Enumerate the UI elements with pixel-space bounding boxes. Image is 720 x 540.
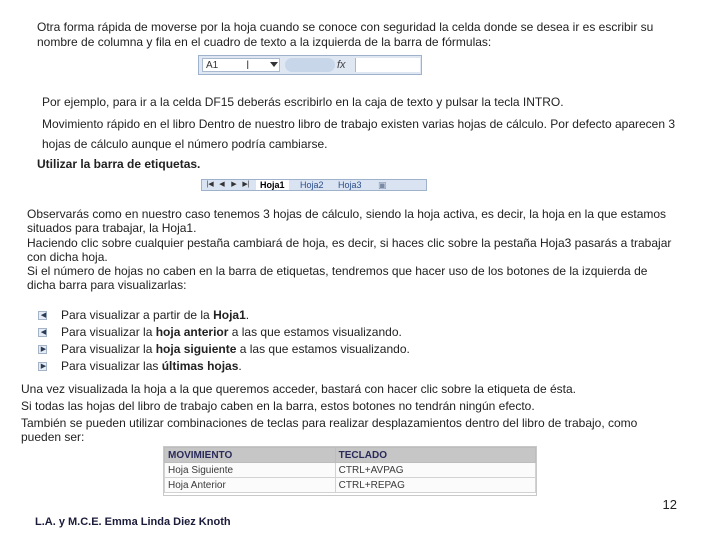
observe-line-2: situados para trabajar, la Hoja1. xyxy=(27,221,197,235)
table-row xyxy=(165,463,536,478)
first-sheet-nav-icon: |◀ xyxy=(206,181,214,188)
next-sheet-icon: ▶ xyxy=(38,345,47,354)
closing-line-2: Si todas las hojas del libro de trabajo caben en la barra, estos botones no tendrán ningún efecto. xyxy=(21,399,535,413)
intro-line-1: Otra forma rápida de moverse por la hoja cuando se conoce con seguridad la celda donde se desea ir es escribir su xyxy=(37,20,654,34)
sheets-paragraph-line-2: hojas de cálculo aunque el número podría cambiarse. xyxy=(42,137,328,151)
tab-hoja1: Hoja1 xyxy=(256,180,289,190)
keyboard-shortcuts-table xyxy=(163,446,537,496)
observe-line-5: Si el número de hojas no caben en la barra de etiquetas, tendremos que hacer uso de los botones de la izquierda de xyxy=(27,264,648,278)
first-sheet-icon: ◀ xyxy=(38,311,47,320)
closing-line-1: Una vez visualizada la hoja a la que queremos acceder, bastará con hacer clic sobre la etiqueta de ésta. xyxy=(21,382,576,396)
table-cell: Hoja Anterior xyxy=(165,478,336,493)
previous-sheet-nav-icon: ◀ xyxy=(219,181,225,188)
tab-hoja3: Hoja3 xyxy=(338,180,362,190)
table-cell: Hoja Siguiente xyxy=(165,463,336,478)
closing-line-4: pueden ser: xyxy=(21,430,85,444)
observe-line-1: Observarás como en nuestro caso tenemos 3 hojas de cálculo, siendo la hoja activa, es decir, la hoja en la que estamos xyxy=(27,207,667,221)
observe-line-4: con dicha hoja. xyxy=(27,250,108,264)
name-box: A1 xyxy=(202,58,280,72)
tabs-heading: Utilizar la barra de etiquetas. xyxy=(37,157,201,171)
last-sheet-icon: ▶ xyxy=(38,362,47,371)
text-cursor-icon: I xyxy=(246,58,250,72)
observe-line-6: dicha barra para visualizarlas: xyxy=(27,278,187,292)
table-header-row xyxy=(165,448,536,463)
footer-author: L.A. y M.C.E. Emma Linda Diez Knoth xyxy=(35,516,231,528)
sheet-tabs-image xyxy=(201,179,427,191)
formula-bar-image xyxy=(198,55,422,75)
previous-sheet-icon: ◀ xyxy=(38,328,47,337)
header-movimiento: MOVIMIENTO xyxy=(165,448,336,463)
tab-hoja2: Hoja2 xyxy=(300,180,324,190)
example-text: Por ejemplo, para ir a la celda DF15 deberás escribirlo en la caja de texto y pulsar la tecla INTRO. xyxy=(42,95,564,109)
page-number: 12 xyxy=(662,497,677,512)
observe-line-3: Haciendo clic sobre cualquier pestaña cambiará de hoja, es decir, si haces clic sobre la pestaña Hoja3 pasarás a trabajar xyxy=(27,236,672,250)
header-teclado: TECLADO xyxy=(335,448,535,463)
dropdown-arrow-icon xyxy=(270,62,278,67)
sheets-paragraph-line-1: Movimiento rápido en el libro Dentro de nuestro libro de trabajo existen varias hojas de cálculo. Por defecto aparecen 3 xyxy=(42,117,676,131)
formula-bar-splitter xyxy=(285,58,335,72)
table-cell: CTRL+AVPAG xyxy=(335,463,535,478)
formula-input xyxy=(355,58,420,72)
next-sheet-nav-icon: ▶ xyxy=(231,181,237,188)
intro-line-2: nombre de columna y fila en el cuadro de texto a la izquierda de la barra de fórmulas: xyxy=(37,35,492,49)
closing-line-3: También se pueden utilizar combinaciones de teclas para realizar desplazamientos dentro del libro de trabajo, como xyxy=(21,416,638,430)
function-icon: fx xyxy=(337,59,346,71)
table-row xyxy=(165,478,536,493)
table-cell: CTRL+REPAG xyxy=(335,478,535,493)
last-sheet-nav-icon: ▶| xyxy=(242,181,250,188)
new-sheet-icon: ▣ xyxy=(378,180,387,190)
